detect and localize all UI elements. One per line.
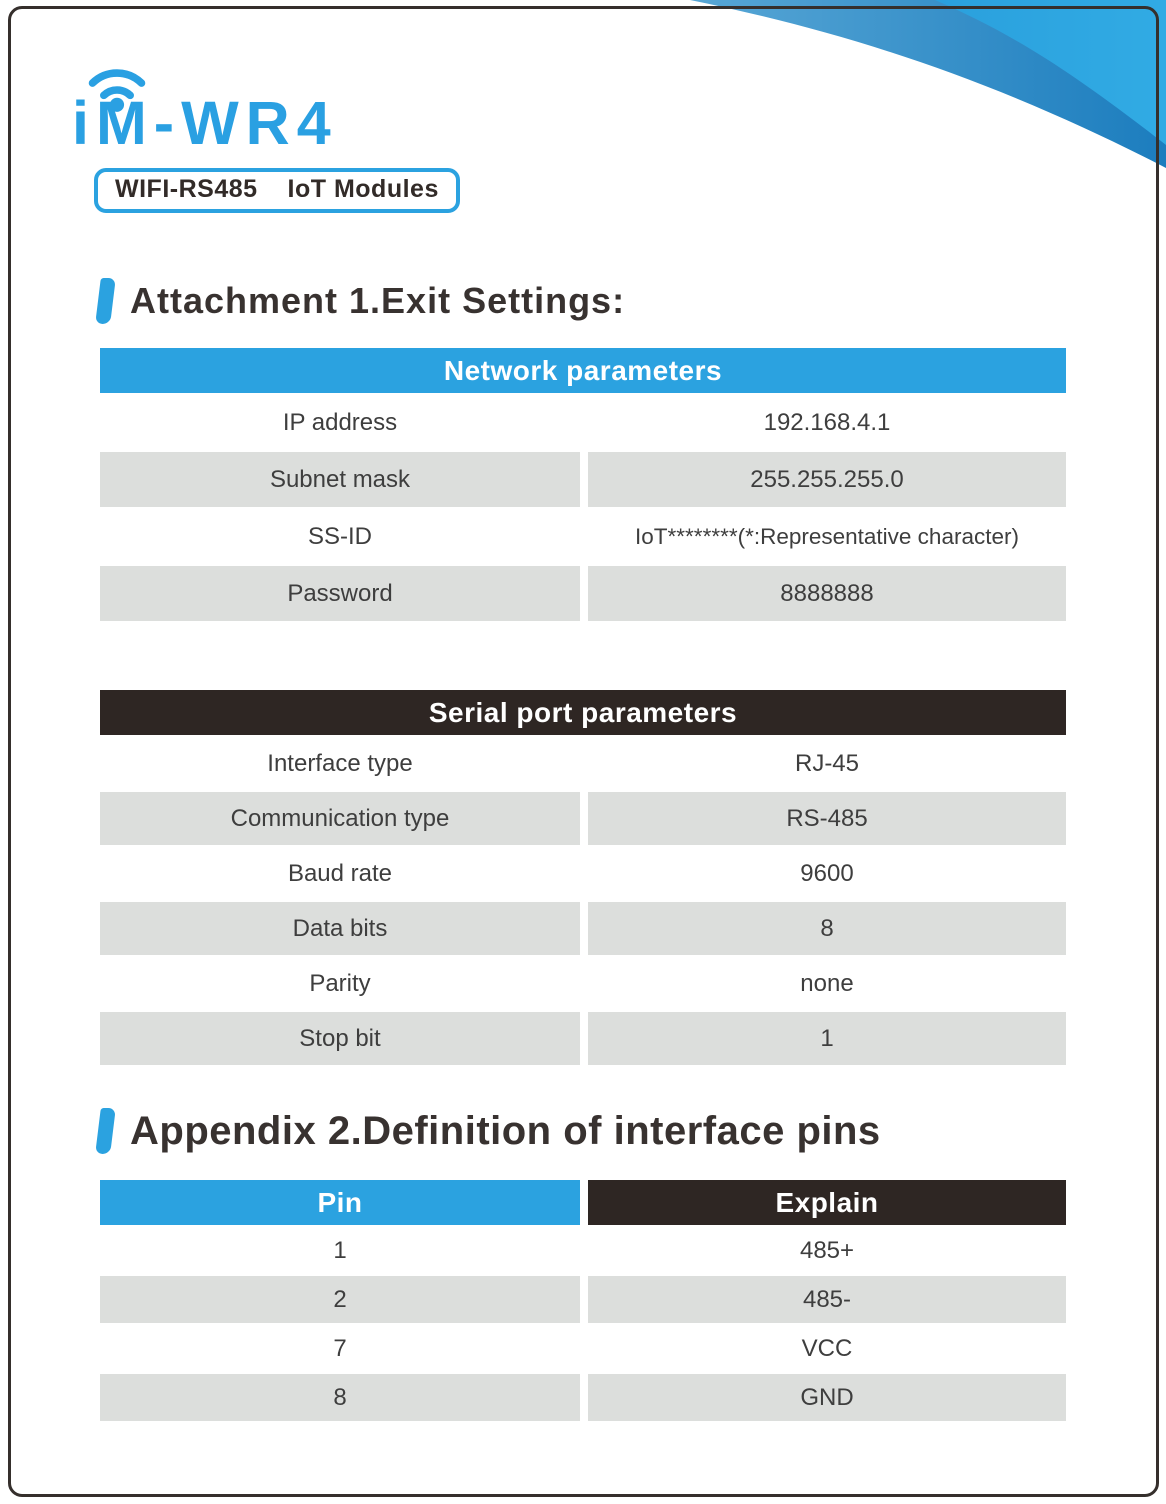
row-label: IP address: [100, 395, 580, 450]
section1-heading: [98, 278, 625, 324]
pin-number: 8: [100, 1374, 580, 1421]
row-value: 9600: [588, 847, 1066, 900]
row-label: Baud rate: [100, 847, 580, 900]
row-value: 255.255.255.0: [588, 452, 1066, 507]
table-row: [100, 737, 1066, 790]
pin-explain: 485+: [588, 1227, 1066, 1274]
pin-definition-table: [100, 1180, 1066, 1423]
product-badge: [94, 168, 460, 213]
table-row: [100, 957, 1066, 1010]
badge-text-left: WIFI-RS485: [115, 175, 258, 203]
row-value: 192.168.4.1: [588, 395, 1066, 450]
row-label: Interface type: [100, 737, 580, 790]
table-row: [100, 1276, 1066, 1323]
table-row: [100, 792, 1066, 845]
section2-heading: [98, 1108, 881, 1154]
row-label: Stop bit: [100, 1012, 580, 1065]
pin-number: 7: [100, 1325, 580, 1372]
row-label: SS-ID: [100, 509, 580, 564]
pin-number: 1: [100, 1227, 580, 1274]
table-row: [100, 902, 1066, 955]
network-parameters-table: [100, 348, 1066, 623]
heading-accent-bar: [95, 278, 116, 324]
row-value: RJ-45: [588, 737, 1066, 790]
table-row: [100, 452, 1066, 507]
row-label: Password: [100, 566, 580, 621]
pin-explain: 485-: [588, 1276, 1066, 1323]
table-row: [100, 847, 1066, 900]
table-row: [100, 566, 1066, 621]
heading-accent-bar: [95, 1108, 116, 1154]
row-label: Parity: [100, 957, 580, 1010]
brand-logo: iM-WR4: [72, 89, 338, 157]
table-row: [100, 1227, 1066, 1274]
pin-explain: VCC: [588, 1325, 1066, 1372]
badge-text-right: IoT Modules: [287, 175, 439, 203]
pin-table-header: [100, 1180, 1066, 1225]
table-row: [100, 1374, 1066, 1421]
section2-title: Appendix 2.Definition of interface pins: [130, 1108, 881, 1153]
serial-port-parameters-table: [100, 690, 1066, 1067]
table-row: [100, 509, 1066, 564]
row-value: 8: [588, 902, 1066, 955]
row-label: Data bits: [100, 902, 580, 955]
row-label: Communication type: [100, 792, 580, 845]
serial-table-header: Serial port parameters: [100, 690, 1066, 735]
pin-number: 2: [100, 1276, 580, 1323]
table-row: [100, 1325, 1066, 1372]
row-value: 8888888: [588, 566, 1066, 621]
row-value: none: [588, 957, 1066, 1010]
explain-column-header: Explain: [588, 1180, 1066, 1225]
row-value: RS-485: [588, 792, 1066, 845]
section1-title: Attachment 1.Exit Settings:: [130, 280, 626, 321]
row-value: 1: [588, 1012, 1066, 1065]
pin-column-header: Pin: [100, 1180, 580, 1225]
table-row: [100, 395, 1066, 450]
row-label: Subnet mask: [100, 452, 580, 507]
corner-swoosh-graphic: [686, 0, 1166, 172]
table-row: [100, 1012, 1066, 1065]
network-table-header: Network parameters: [100, 348, 1066, 393]
pin-explain: GND: [588, 1374, 1066, 1421]
row-value: IoT********(*:Representative character): [588, 509, 1066, 564]
